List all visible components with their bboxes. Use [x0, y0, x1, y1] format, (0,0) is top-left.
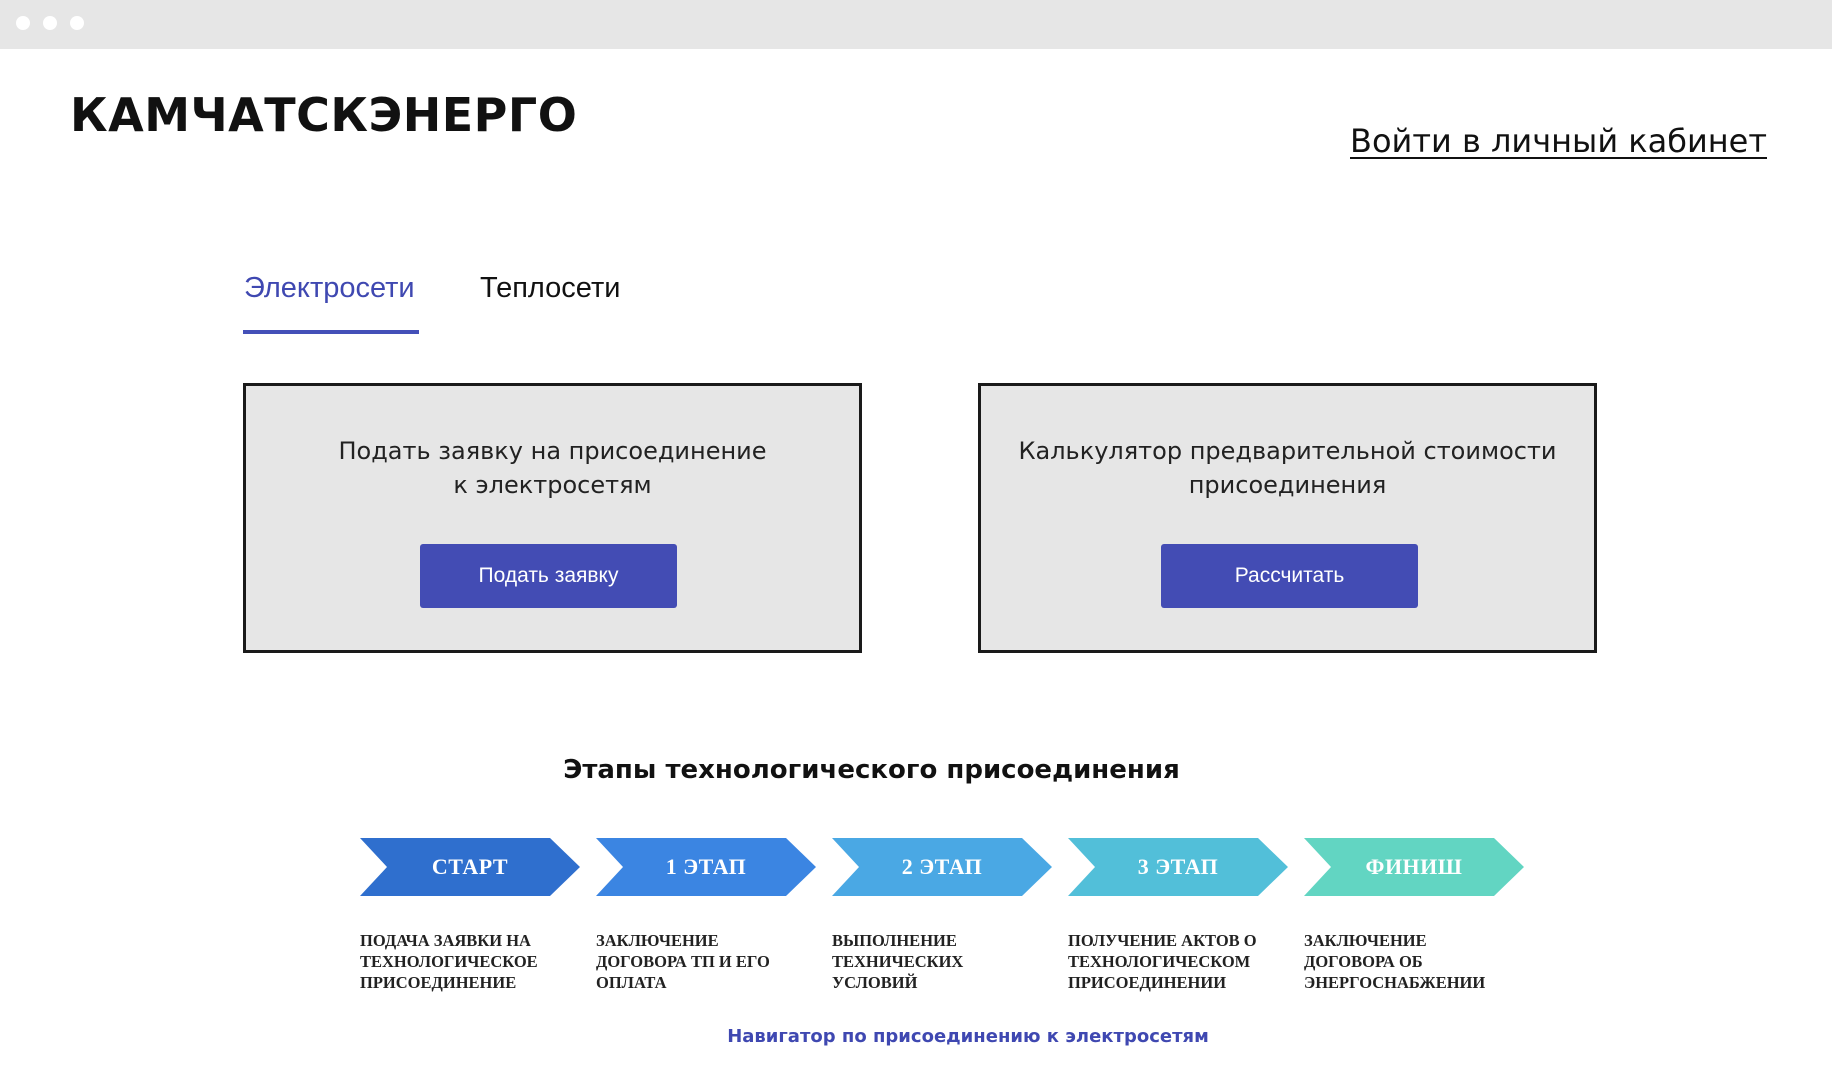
brand-logo-text: КАМЧАТСКЭНЕРГО	[70, 88, 578, 142]
calculator-card-line: Калькулятор предварительной стоимости	[1018, 437, 1557, 465]
application-card-text	[246, 434, 859, 502]
stage-start	[360, 838, 580, 992]
stage-label: СТАРТ	[431, 854, 509, 879]
browser-titlebar	[0, 0, 1832, 49]
active-tab-indicator	[243, 330, 419, 334]
window-close-dot[interactable]	[16, 16, 30, 30]
window-minimize-dot[interactable]	[43, 16, 57, 30]
stage-3	[1068, 838, 1288, 992]
stage-label: 1 ЭТАП	[665, 854, 747, 879]
stage-description	[596, 930, 796, 993]
stage-description-line: ПОЛУЧЕНИЕ АКТОВ О	[1068, 931, 1257, 950]
calculator-card-line: присоединения	[1188, 471, 1387, 499]
stage-description-line: ОПЛАТА	[596, 973, 667, 992]
stage-description	[832, 930, 1032, 993]
calculate-button[interactable]: Рассчитать	[1161, 544, 1418, 608]
stage-description-line: ЭНЕРГОСНАБЖЕНИИ	[1304, 973, 1486, 992]
submit-application-button[interactable]: Подать заявку	[420, 544, 677, 608]
tab-electric-networks[interactable]: Электросети	[244, 272, 415, 304]
stage-description	[360, 930, 560, 993]
stage-description-line: ВЫПОЛНЕНИЕ	[832, 931, 957, 950]
stage-label: 3 ЭТАП	[1137, 854, 1219, 879]
stage-2	[832, 838, 1052, 992]
stage-label: 2 ЭТАП	[901, 854, 983, 879]
stage-label: ФИНИШ	[1365, 854, 1463, 879]
stage-description-line: УСЛОВИЙ	[832, 973, 918, 992]
stage-description-line: ПОДАЧА ЗАЯВКИ НА	[360, 931, 531, 950]
stage-description	[1304, 930, 1504, 993]
stage-description-line: ДОГОВОРА ТП И ЕГО	[596, 952, 770, 971]
calculator-card-text	[981, 434, 1594, 502]
application-card	[243, 383, 862, 653]
stage-description-line: ТЕХНОЛОГИЧЕСКОЕ	[360, 952, 538, 971]
stage-description-line: ТЕХНИЧЕСКИХ	[832, 952, 964, 971]
stage-finish	[1304, 838, 1524, 992]
stage-description-line: ПРИСОЕДИНЕНИИ	[1068, 973, 1227, 992]
stage-1	[596, 838, 816, 992]
stage-description-line: ЗАКЛЮЧЕНИЕ	[596, 931, 719, 950]
stage-description-line: ДОГОВОРА ОБ	[1304, 952, 1423, 971]
window-maximize-dot[interactable]	[70, 16, 84, 30]
stage-description-line: ТЕХНОЛОГИЧЕСКОМ	[1068, 952, 1251, 971]
stage-description-line: ПРИСОЕДИНЕНИЕ	[360, 973, 517, 992]
calculator-card	[978, 383, 1597, 653]
stages-section-title: Этапы технологического присоединения	[563, 755, 1180, 785]
login-link[interactable]: Войти в личный кабинет	[1350, 122, 1767, 160]
tab-heat-networks[interactable]: Теплосети	[480, 272, 621, 304]
application-card-line: к электросетям	[453, 471, 652, 499]
stage-description-line: ЗАКЛЮЧЕНИЕ	[1304, 931, 1427, 950]
stage-description	[1068, 930, 1268, 993]
application-card-line: Подать заявку на присоединение	[338, 437, 767, 465]
navigator-link[interactable]: Навигатор по присоединению к электросетям	[727, 1026, 1209, 1047]
